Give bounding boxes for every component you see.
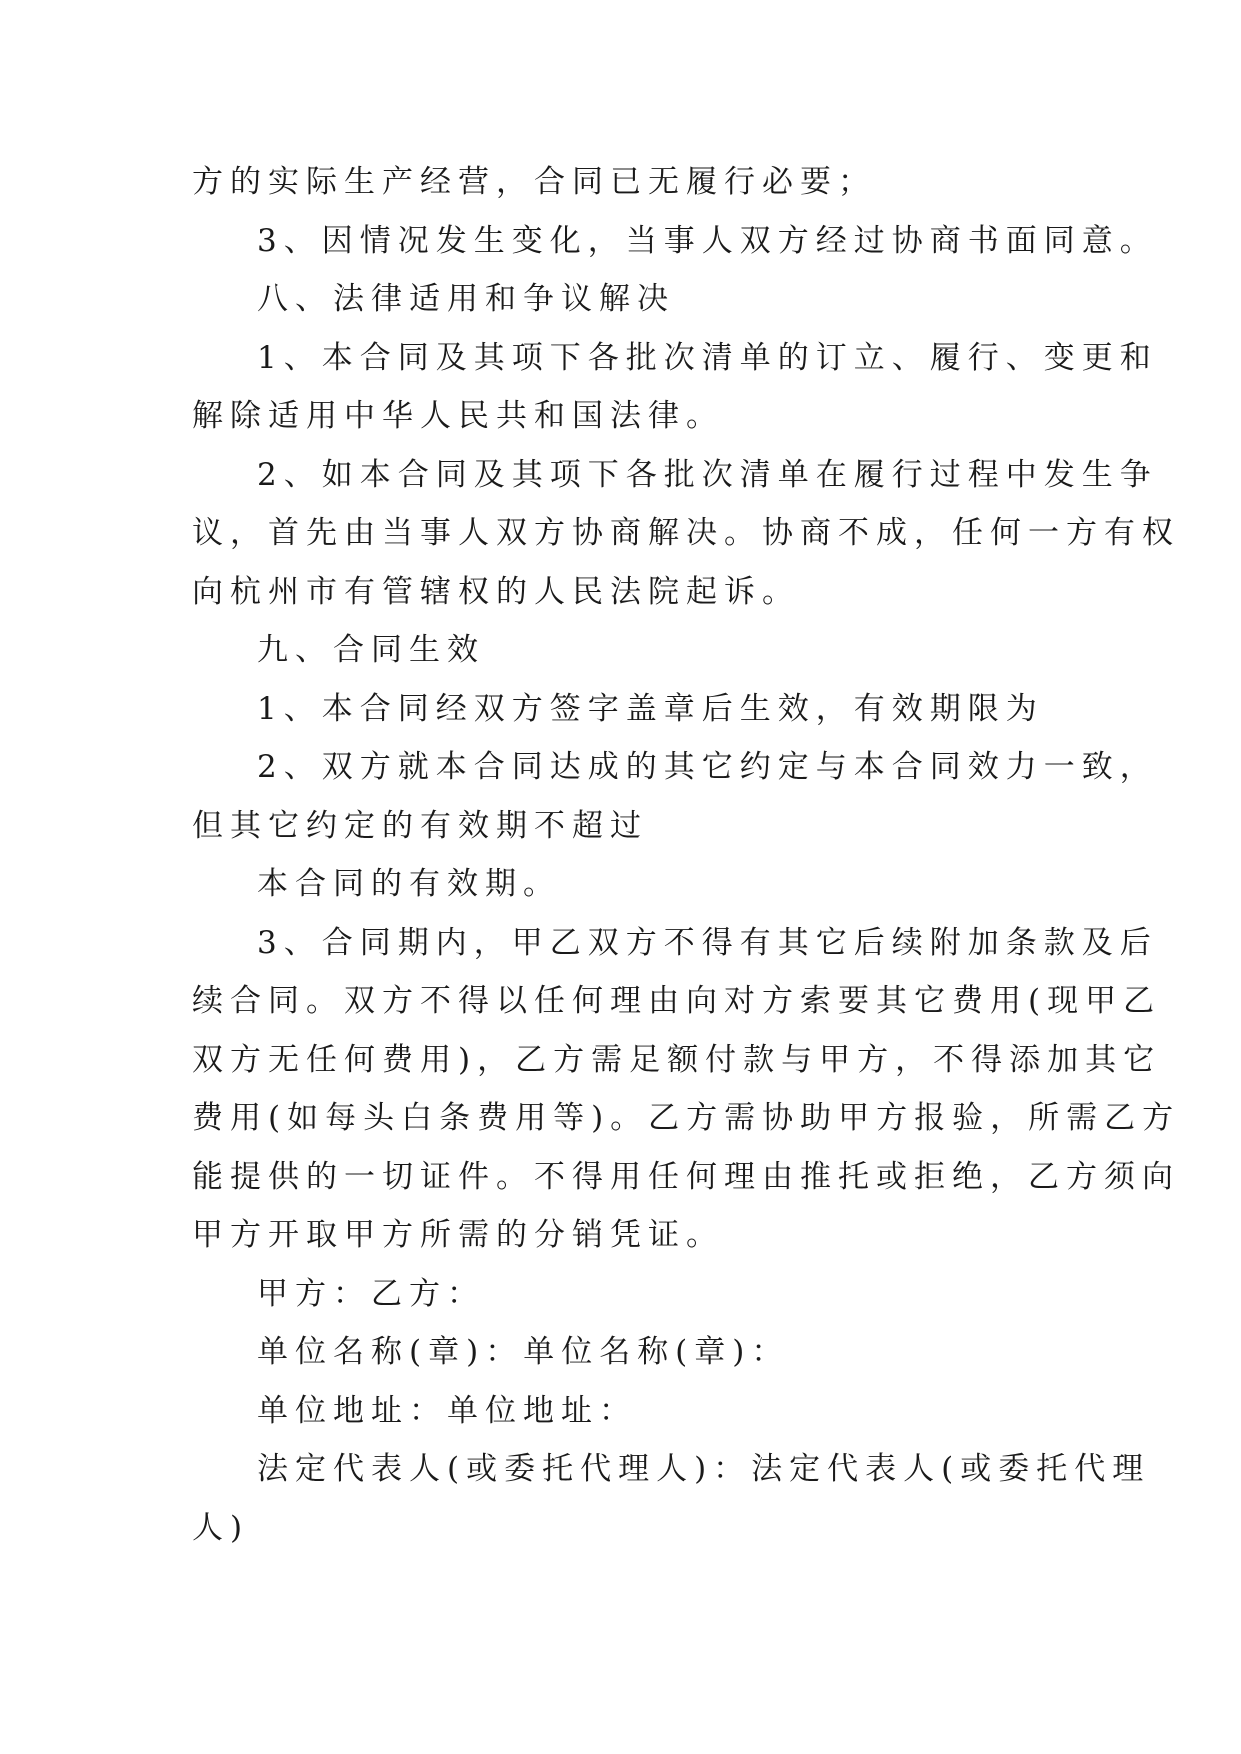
- signature-parties: 甲方：乙方：: [257, 1275, 485, 1312]
- clause-text: 3、因情况发生变化，当事人双方经过协商书面同意。: [257, 222, 1158, 259]
- text-line: 人): [192, 1509, 250, 1546]
- text-line: 续合同。双方不得以任何理由向对方索要其它费用(现甲乙: [192, 983, 1162, 1019]
- text-line: 解除适用中华人民共和国法律。: [192, 398, 724, 434]
- text-line: 向杭州市有管辖权的人民法院起诉。: [192, 573, 800, 610]
- document-page: [192, 153, 1181, 1557]
- text-line: 议，首先由当事人双方协商解决。协商不成，任何一方有权: [192, 515, 1180, 551]
- section-heading: 九、合同生效: [257, 632, 485, 668]
- text-line: 本合同的有效期。: [257, 866, 561, 902]
- clause-text: 1、本合同经双方签字盖章后生效，有效期限为: [257, 690, 1044, 727]
- text-line: 但其它约定的有效期不超过: [192, 807, 648, 844]
- signature-unit-address: 单位地址：单位地址：: [257, 1392, 637, 1429]
- clause-text: 2、如本合同及其项下各批次清单在履行过程中发生争: [257, 456, 1158, 493]
- text-line: 能提供的一切证件。不得用任何理由推托或拒绝，乙方须向: [192, 1158, 1180, 1195]
- clause-text: 1、本合同及其项下各批次清单的订立、履行、变更和: [257, 339, 1158, 376]
- clause-text: 2、双方就本合同达成的其它约定与本合同效力一致，: [257, 749, 1158, 785]
- text-line: 甲方开取甲方所需的分销凭证。: [192, 1217, 724, 1253]
- text-line: 费用(如每头白条费用等)。乙方需协助甲方报验，所需乙方: [192, 1100, 1181, 1136]
- signature-representative: 法定代表人(或委托代理人)：法定代表人(或委托代理: [257, 1451, 1151, 1487]
- text-line: 方的实际生产经营，合同已无履行必要；: [192, 164, 876, 200]
- section-heading: 八、法律适用和争议解决: [257, 281, 675, 317]
- signature-unit-name: 单位名称(章)：单位名称(章)：: [257, 1334, 790, 1370]
- text-line: 双方无任何费用)，乙方需足额付款与甲方，不得添加其它: [192, 1041, 1162, 1078]
- clause-text: 3、合同期内，甲乙双方不得有其它后续附加条款及后: [257, 924, 1158, 961]
